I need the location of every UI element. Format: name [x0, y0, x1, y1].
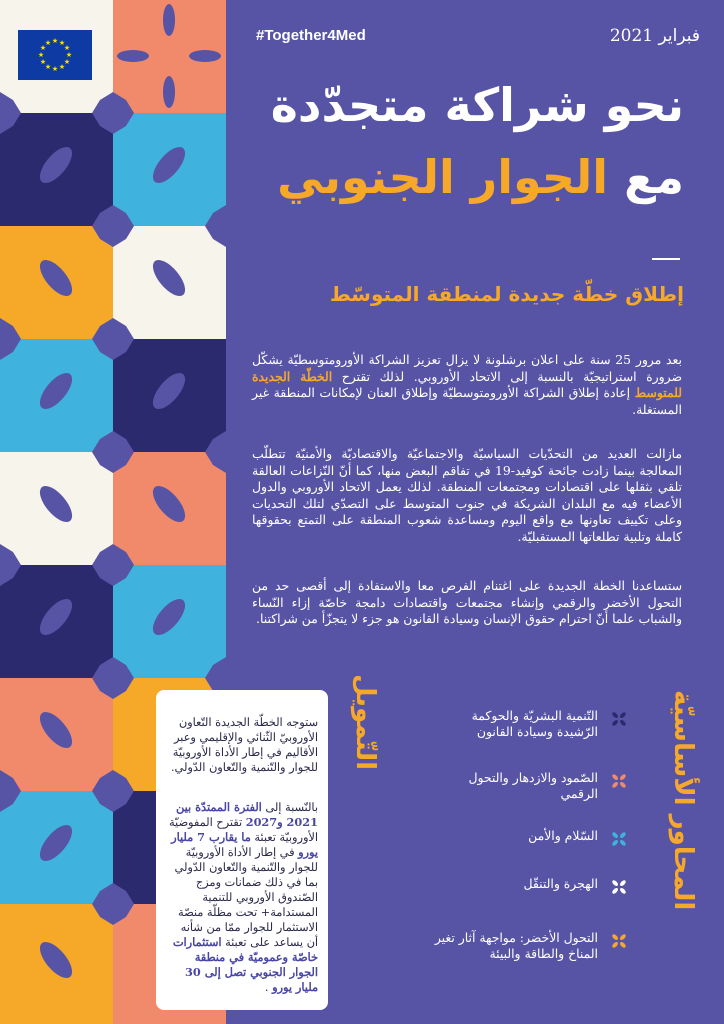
p1-text-b: إعادة إطلاق الشراكة الأورومتوسطيّة وإطلاق العنان لإمكانات المنطقة غير المستغلة. [252, 385, 682, 417]
funding-period: الفترة الممتدّة بين 2021 و2027 [176, 800, 318, 829]
hashtag: #Together4Med [256, 27, 366, 44]
star-flower-icon-navy [610, 710, 628, 728]
eu-flag-icon [18, 30, 92, 80]
funding-amount: ما يقارب 7 مليار يورو [171, 830, 318, 859]
funding-text-2 [166, 800, 318, 995]
page-title-line1: نحو شراكة متجدّدة [270, 78, 684, 132]
funding-text-2d: في إطار الأداة الأوروبيّة للجوار والتّنمية والتّعاون الدّولي بما في ذلك ضمانات ومزج الصّندوق الأوروبي للتنمية المستدامة+ تحت مظلّة منصّة الاستثمار للجوار ممّا من شأنه أن يساعد على تعبئة [174, 846, 318, 949]
svg-text:★: ★ [44, 63, 52, 71]
axis-item-2: الصّمود والازدهار والتحول الرقمي [468, 770, 598, 801]
star-flower-icon-orange [610, 932, 628, 950]
svg-text:★: ★ [51, 37, 59, 45]
svg-text:★: ★ [58, 39, 66, 47]
title-highlight: الجوار الجنوبي [277, 150, 609, 204]
star-flower-icon-white [610, 878, 628, 896]
star-flower-icon-coral [610, 772, 628, 790]
funding-text-2a: بالنّسبة إلى [261, 801, 318, 814]
svg-text:★: ★ [39, 44, 47, 52]
funding-text-2c: تقترح المفوضيّة الأوروبيّة تعبئة [169, 816, 318, 844]
svg-text:★: ★ [51, 65, 59, 73]
opportunities-paragraph: ستساعدنا الخطة الجديدة على اغتنام الفرص معا والاستفادة إلى أقصى حد من التحول الأخضر والرقمي وإنشاء مجتمعات واقتصادات دامجة خاصّة إزاء النّساء والشباب علما أنّ احترام حقوق الإنسان وسيادة القانون هو جزء لا يتجزّأ من شراكتنا. [252, 578, 682, 626]
svg-text:★: ★ [37, 51, 45, 59]
svg-text:★: ★ [63, 58, 71, 66]
divider [652, 258, 680, 260]
axes-title: المحاور الأساسيّة [668, 689, 698, 910]
axis-item-1: التّنمية البشريّة والحوكمة الرّشيدة وسيادة القانون [471, 708, 598, 739]
p1-text-a: بعد مرور 25 سنة على اعلان برشلونة لا يزال تعزيز الشراكة الأورومتوسطيّة يشكّل ضرورة استراتيجيّة بالنسبة إلى الاتحاد الأوروبي. لذلك تقترح [252, 352, 682, 384]
date: فبراير 2021 [609, 26, 700, 46]
subtitle: إطلاق خطّة جديدة لمنطقة المتوسّط [329, 282, 684, 306]
funding-text-1: ستوجه الخطّة الجديدة التّعاون الأوروبيّ الثّنائي والإقليمي وعبر الأقاليم في إطار الأداة الأوروبيّة للجوار والتّنمية والتّعاون الدّولي. [170, 716, 318, 774]
svg-text:★: ★ [44, 39, 52, 47]
challenges-paragraph: مازالت العديد من التحدّيات السياسيّة والاجتماعيّة والاقتصاديّة والأمنيّة تتطلّب المعالجة بينما زادت جائحة كوفيد-19 في تفاقم البعض منها، كما أنّ النّزاعات العالقة تلقي بثقلها على اقتصادات ومجتمعات المنطقة. لذلك يعمل الاتحاد الأوروبي والدول الأعضاء فيه مع البلدان الشريكة في جنوب المتوسط على التصدّي لتلك التحديات وعلى تكييف تعاونها مع واقع اليوم ومساعدة شعوب المنطقة على التمتع بحقوقها كاملة وتلبية تطلعاتها المستقبليّة. [252, 446, 682, 544]
axis-item-5: التحول الأخضر: مواجهة آثار تغير المناخ والطاقة والبيئة [434, 930, 598, 961]
axis-item-3: السّلام والأمن [528, 828, 598, 843]
svg-text:★: ★ [63, 44, 71, 52]
page-title-line2 [277, 150, 684, 205]
title-prefix: مع [608, 150, 684, 204]
p1-highlight: الخطّة الجديدة للمتوسط [252, 368, 682, 400]
funding-investments: استثمارات خاصّة وعموميّة في منطقة الجوار الجنوبي تصل إلى 30 مليار يورو [172, 935, 318, 994]
svg-text:★: ★ [58, 63, 66, 71]
funding-text-2e: . [264, 981, 273, 994]
intro-paragraph [252, 352, 682, 418]
svg-text:★: ★ [39, 58, 47, 66]
axis-item-4: الهجرة والتنقّل [523, 876, 598, 891]
star-flower-icon-cyan [610, 830, 628, 848]
svg-text:★: ★ [65, 51, 73, 59]
funding-title: التّمويل [350, 674, 380, 770]
